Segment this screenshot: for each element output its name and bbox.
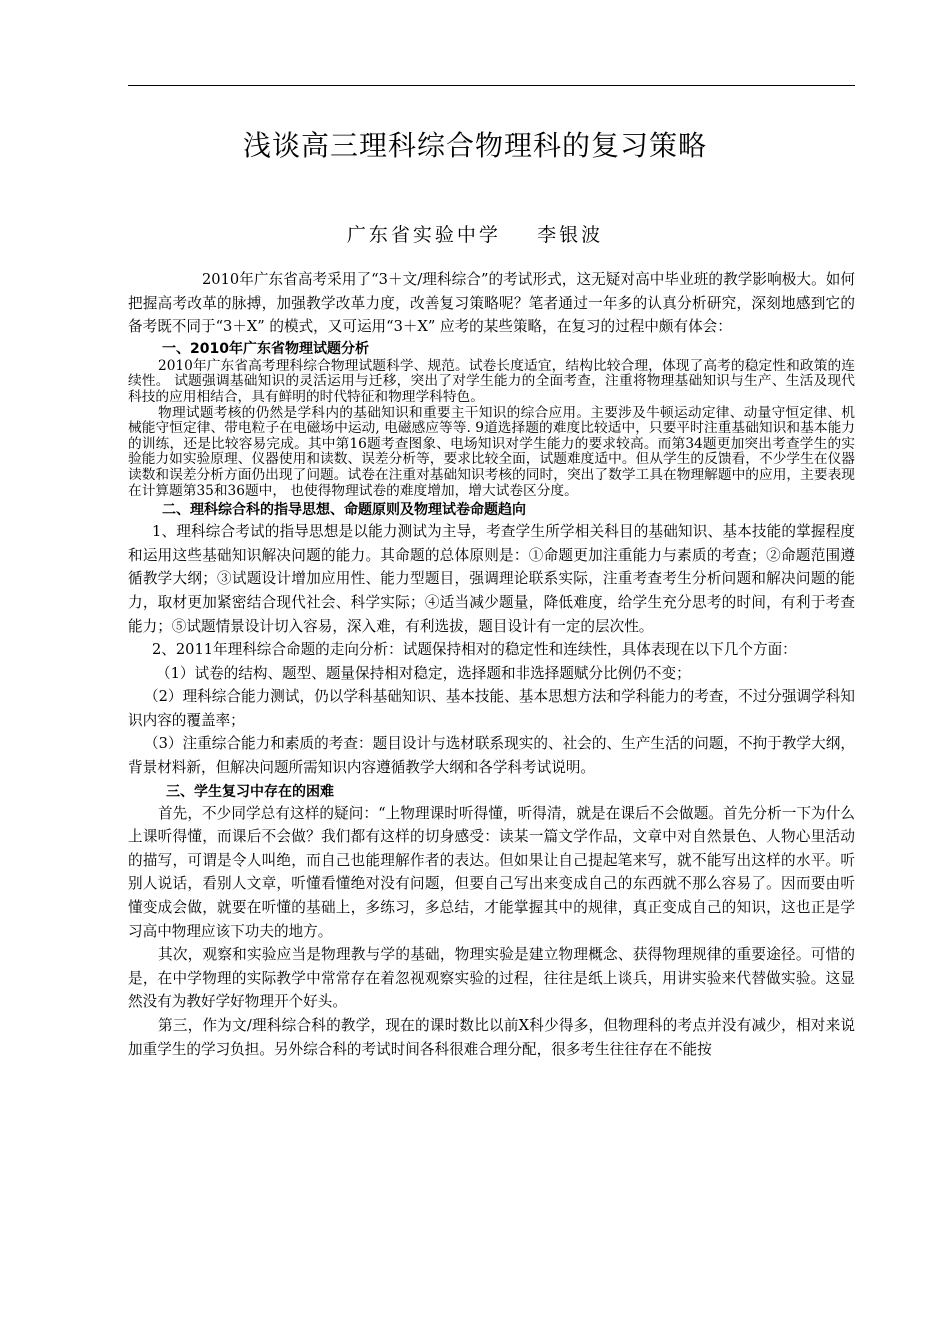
section-2-paragraph-2: 2、2011年理科综合命题的走向分析：试题保持相对的稳定性和连续性，具体表现在以下几个方面： [152,641,797,659]
section-3-heading: 三、学生复习中存在的困难 [166,783,334,800]
section-2-item-3: （3）注重综合能力和素质的考查：题目设计与选材联系现实的、社会的、生产生活的问题，不拘于教学大纲，背景材料新，但解决问题所需知识内容遵循教学大纲和各学科考试说明。 [128,735,855,777]
section-1-heading: 一、2010年广东省物理试题分析 [162,340,369,357]
document-title: 浅谈高三理科综合物理科的复习策略 [242,129,707,162]
section-2-item-2: （2）理科综合能力测试，仍以学科基础知识、基本技能、基本思想方法和学科能力的考查，不过分强调学科知识内容的覆盖率； [128,688,855,729]
section-3-paragraph-1: 首先，不少同学总有这样的疑问：“上物理课时听得懂，听得清，就是在课后不会做题。首先分析一下为什么上课听得懂，而课后不会做？我们都有这样的切身感受：读某一篇文学作品，文章中对自然景色、人物心里活动的描写，可谓是令人叫绝，而自己也能理解作者的表达。但如果让自己提起笔来写，就不能写出这样的水平。听别人说话，看别人文章，听懂看懂绝对没有问题，但要自己写出来变成自己的东西就不那么容易了。因而要由听懂变成会做，就要在听懂的基础上，多练习，多总结，才能掌握其中的规律，真正变成自己的知识，这也正是学习高中物理应该下功夫的地方。 [128,804,855,940]
section-2-paragraph-1: 1、理科综合考试的指导思想是以能力测试为主导，考查学生所学相关科目的基础知识、基本技能的掌握程度和运用这些基础知识解决问题的能力。其命题的总体原则是：①命题更加注重能力与素质的考查；②命题范围遵循教学大纲；③试题设计增加应用性、能力型题目，强调理论联系实际，注重考查考生分析问题和解决问题的能力，取材更加紧密结合现代社会、科学实际；④适当减少题量，降低难度，给学生充分思考的时间，有利于考查能力；⑤试题情景设计切入容易，深入难，有利选拔，题目设计有一定的层次性。 [128,523,855,635]
header-rule [128,85,855,86]
section-1-paragraph-2: 物理试题考核的仍然是学科内的基础知识和重要主干知识的综合应用。主要涉及牛顿运动定律、动量守恒定律、机械能守恒定律、带电粒子在电磁场中运动, 电磁感应等等. 9道选择题的难度比较适中，只要平时注重基础知识和基本能力的训练，还是比较容易完成。其中第16题考查图象、电场知识对学生能力的要求较高。而第34题更加突出考查学生的实验能力如实验原理、仪器使用和读数、误差分析等，要求比较全面，试题难度适中。但从学生的反馈看，不少学生在仪器读数和误差分析方面仍出现了问题。试卷在注重对基础知识考核的同时，突出了数学工具在物理解题中的应用，主要表现在计算题第35和36题中， 也使得物理试卷的难度增加，增大试卷区分度。 [128,404,855,499]
document-body [128,268,855,1061]
section-2-item-1: （1）试卷的结构、题型、题量保持相对稳定，选择题和非选择题赋分比例仍不变； [156,664,691,682]
section-2-heading: 二、理科综合科的指导思想、命题原则及物理试卷命题趋向 [162,502,526,519]
intro-paragraph: 2010年广东省高考采用了“3＋文/理科综合”的考试形式，这无疑对高中毕业班的教学影响极大。如何把握高考改革的脉搏，加强教学改革力度，改善复习策略呢？笔者通过一年多的认真分析研究，深刻地感到它的备考既不同于“3＋X” 的模式，又可运用“3＋X” 应考的某些策略，在复习的过程中颇有体会： [128,271,855,336]
section-3-paragraph-3: 第三，作为文/理科综合科的教学，现在的课时数比以前X科少得多，但物理科的考点并没有减少，相对来说加重学生的学习负担。另外综合科的考试时间各科很难合理分配，很多考生往往存在不能按 [128,1017,855,1058]
section-1-paragraph-1: 2010年广东省高考理科综合物理试题科学、规范。试卷长度适宜，结构比较合理，体现了高考的稳定性和政策的连续性。 试题强调基础知识的灵活运用与迁移，突出了对学生能力的全面考查，注重将物理基础知识与生产、生活及现代科技的应用相结合，具有鲜明的时代特征和物理学科特色。 [128,357,855,405]
section-3-paragraph-2: 其次，观察和实验应当是物理教与学的基础，物理实验是建立物理概念、获得物理规律的重要途径。可惜的是，在中学物理的实际教学中常常存在着忽视观察实验的过程，往往是纸上谈兵，用讲实验来代替做实验。这显然没有为教好学好物理开个好头。 [128,946,855,1011]
document-author: 广东省实验中学 李银波 [346,224,604,246]
